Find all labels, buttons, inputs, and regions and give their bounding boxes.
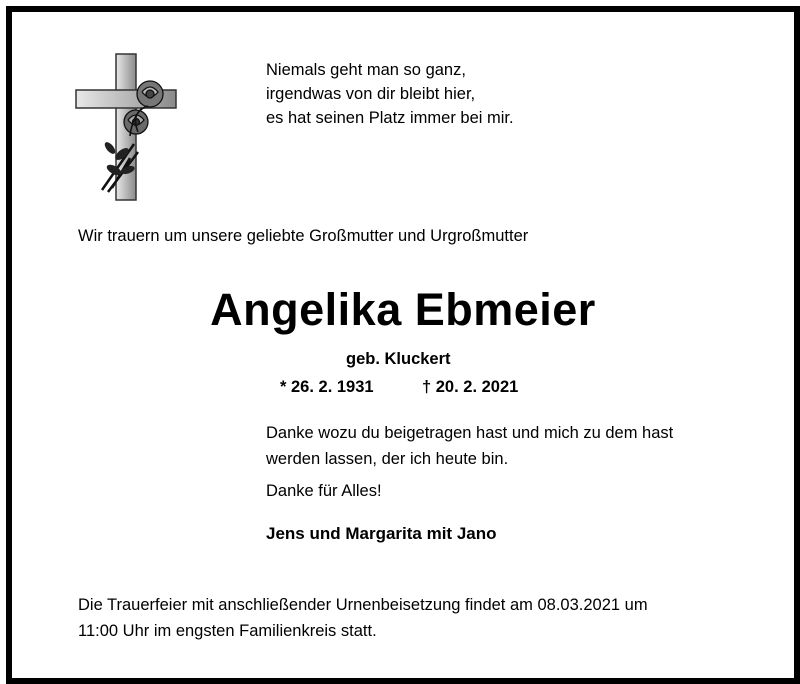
birth-name: geb. Kluckert [346,350,451,368]
thanks-text [266,420,673,472]
funeral-service-notice [78,592,648,644]
birth-date: * 26. 2. 1931 [280,378,374,396]
mourning-intro: Wir trauern um unsere geliebte Großmutter und Urgroßmutter [78,227,529,245]
obituary-frame [6,6,800,684]
service-line: Die Trauerfeier mit anschließender Urnenbeisetzung findet am 08.03.2021 um [78,596,648,614]
thanks-line: Danke wozu du beigetragen hast und mich zu dem hast [266,424,674,442]
thanks-line: werden lassen, der ich heute bin. [266,450,509,468]
deceased-name: Angelika Ebmeier [210,284,596,335]
poem-line: Niemals geht man so ganz, [266,61,466,79]
death-date: † 20. 2. 2021 [422,378,519,396]
poem-line: es hat seinen Platz immer bei mir. [266,109,514,127]
poem [266,58,514,130]
service-line: 11:00 Uhr im engsten Familienkreis statt. [78,622,377,640]
cross-with-roses-icon [72,52,184,204]
thanks-closing: Danke für Alles! [266,482,382,500]
poem-line: irgendwas von dir bleibt hier, [266,85,476,103]
mourners-signature: Jens und Margarita mit Jano [266,524,497,543]
